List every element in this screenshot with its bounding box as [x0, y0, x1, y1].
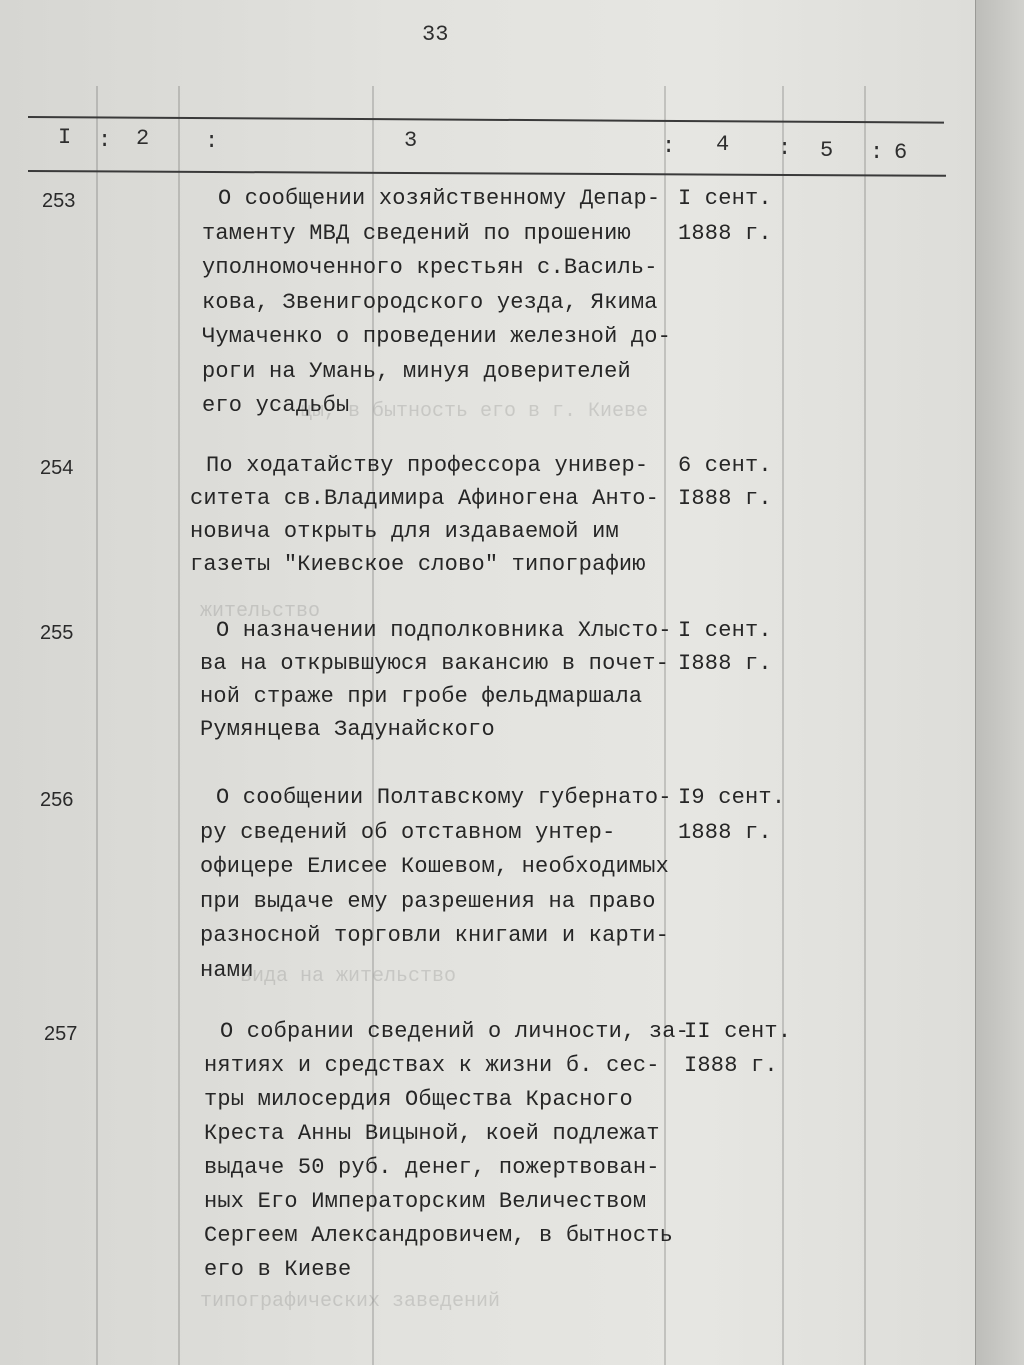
entry-text-line: Румянцева Задунайского — [200, 717, 495, 742]
entry-text-line: при выдаче ему разрешения на право — [200, 888, 656, 914]
entry-text-line: офицере Елисее Кошевом, необходимых — [200, 854, 670, 879]
column-rule — [782, 86, 784, 1365]
entry-text-line: роги на Умань, минуя доверителей — [202, 358, 631, 384]
entry-date: 1888 г. — [678, 819, 772, 845]
entry-text-line: таменту МВД сведений по прошению — [202, 220, 631, 246]
entry-number: 257 — [44, 1023, 78, 1045]
entry-date: 1888 г. — [678, 220, 772, 246]
entry-date: II сент. — [684, 1019, 792, 1044]
entry-number: 254 — [40, 457, 74, 479]
header-rule-bottom — [28, 170, 946, 177]
entry-text-line: его в Киеве — [204, 1257, 352, 1282]
header-col-label: : — [98, 128, 112, 153]
bleed-through: вида на жительство — [240, 965, 457, 988]
entry-text-line: ситета св.Владимира Афиногена Анто- — [190, 486, 660, 511]
bleed-through: жительство — [200, 600, 321, 623]
entry-text-line: О сообщении хозяйственному Депар- — [218, 186, 661, 211]
entry-text-line: тры милосердия Общества Красного — [204, 1087, 633, 1112]
entry-text-line: уполномоченного крестьян с.Василь- — [202, 255, 658, 280]
page-number: 33 — [422, 22, 449, 47]
entry-number: 255 — [40, 622, 74, 644]
header-col-label: : — [778, 136, 792, 161]
entry-text-line: Сергеем Александровичем, в бытность — [204, 1223, 674, 1248]
column-rule — [664, 86, 666, 1365]
entry-date: I888 г. — [678, 486, 772, 511]
entry-text-line: Креста Анны Вицыной, коей подлежат — [204, 1121, 660, 1146]
entry-number: 253 — [42, 190, 76, 212]
header-col-label: : — [662, 134, 676, 159]
entry-date: 6 сент. — [678, 453, 772, 478]
next-page-edge — [975, 0, 1024, 1365]
header-rule-top — [28, 116, 944, 124]
entry-date: I сент. — [678, 186, 772, 211]
header-col-label: I — [58, 125, 72, 150]
entry-text-line: Чумаченко о проведении железной до- — [202, 324, 672, 349]
entry-text-line: кова, Звенигородского уезда, Якима — [202, 289, 658, 315]
bleed-through: типографических заведений — [200, 1290, 501, 1313]
header-col-label: 4 — [716, 132, 730, 157]
entry-date: I888 г. — [678, 651, 772, 676]
entry-text-line: газеты "Киевское слово" типографию — [190, 552, 646, 577]
header-col-label: : — [870, 140, 884, 165]
entry-date: I сент. — [678, 618, 772, 643]
header-col-label: 2 — [136, 126, 150, 151]
column-rule — [864, 86, 866, 1365]
entry-text-line: ва на открывшуюся вакансию в почет- — [200, 651, 670, 676]
entry-text-line: ру сведений об отставном унтер- — [200, 819, 616, 845]
entry-text-line: выдаче 50 руб. денег, пожертвован- — [204, 1155, 660, 1180]
bleed-through: цы, в бытность его в г. Киеве — [300, 400, 649, 423]
header-col-label: 6 — [894, 140, 908, 165]
entry-text-line: По ходатайству профессора универ- — [206, 453, 649, 478]
header-col-label: 3 — [404, 128, 418, 153]
entry-text-line: нятиях и средствах к жизни б. сес- — [204, 1053, 660, 1078]
entry-text-line: ной страже при гробе фельдмаршала — [200, 684, 643, 709]
header-col-label: 5 — [820, 138, 834, 163]
entry-text-line: разносной торговли книгами и карти- — [200, 923, 670, 948]
entry-date: I9 сент. — [678, 785, 786, 810]
entry-number: 256 — [40, 789, 74, 811]
entry-text-line: О собрании сведений о личности, за- — [220, 1019, 690, 1044]
entry-text-line: новича открыть для издаваемой им — [190, 519, 619, 544]
entry-text-line: ных Его Императорским Величеством — [204, 1189, 647, 1214]
entry-date: I888 г. — [684, 1053, 778, 1078]
entry-text-line: О сообщении Полтавскому губернато- — [216, 785, 672, 810]
column-rule — [96, 86, 98, 1365]
entry-text-line: О назначении подполковника Хлысто- — [216, 618, 672, 643]
header-col-label: : — [205, 129, 219, 154]
column-rule — [178, 86, 180, 1365]
entry-text-line: нами — [200, 957, 254, 983]
entry-text-line: его усадьбы — [202, 393, 350, 418]
